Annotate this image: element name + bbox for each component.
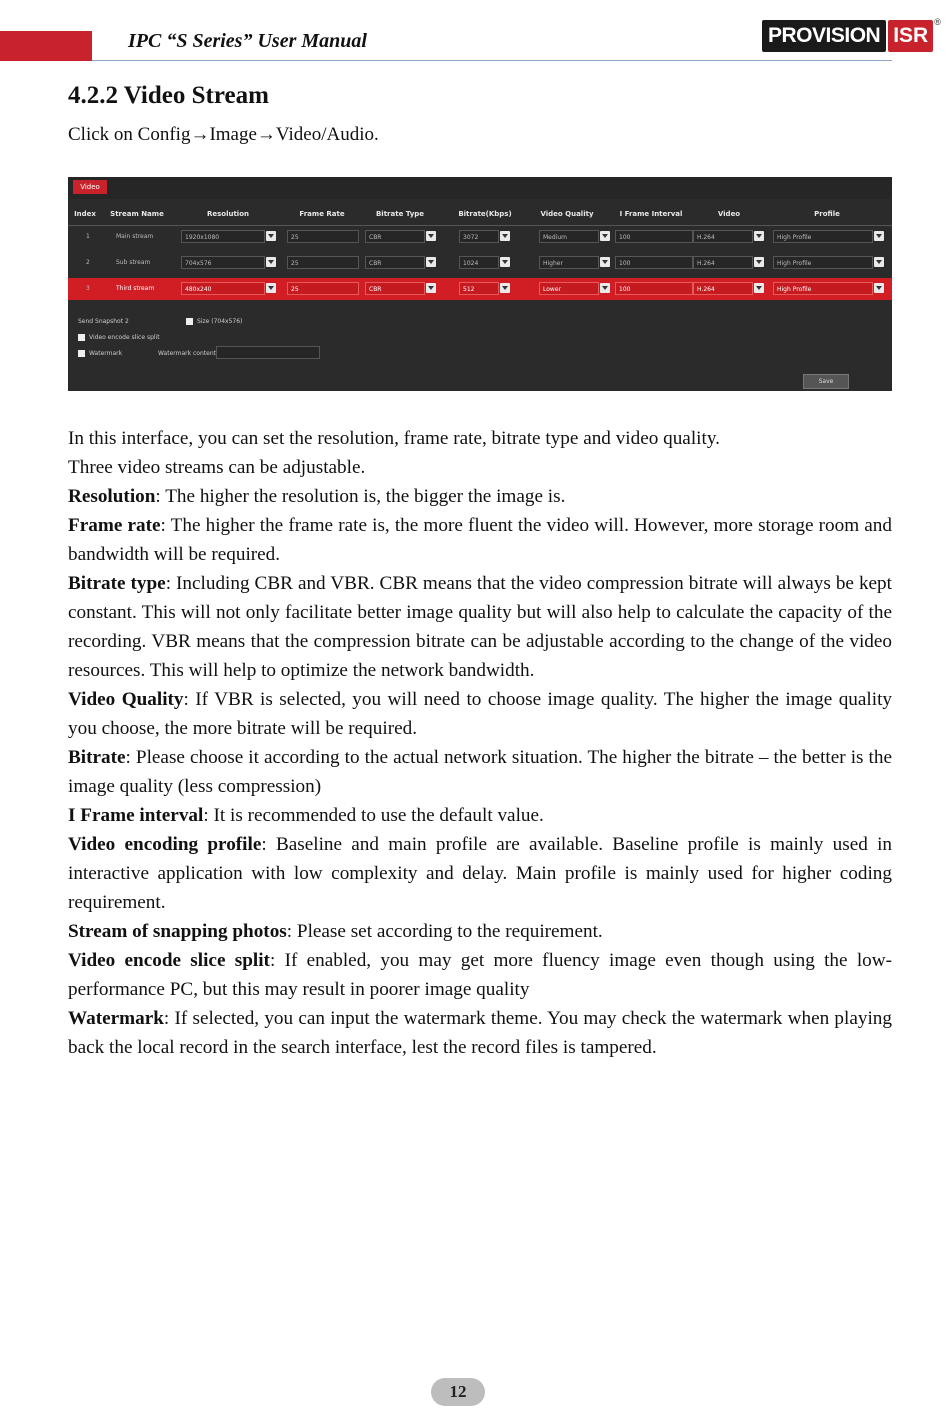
chevron-down-icon[interactable]	[874, 257, 884, 267]
paragraph-text: : The higher the resolution is, the bigger the image is.	[155, 486, 566, 507]
column-header: I Frame Interval	[619, 210, 683, 218]
paragraph-text: : Baseline and main profile are available. Baseline profile is mainly used in interactive application with low complexity and delay. Main profile is mainly used for higher coding requirement.	[68, 834, 892, 913]
chevron-down-icon[interactable]	[426, 257, 436, 267]
header-red-bar	[0, 31, 92, 61]
chevron-down-icon[interactable]	[500, 257, 510, 267]
paragraph	[68, 424, 892, 453]
video-field[interactable]: H.264	[693, 282, 753, 295]
term-label: Resolution	[68, 486, 156, 507]
manual-title: IPC “S Series” User Manual	[128, 30, 367, 52]
iframe-field[interactable]: 100	[615, 282, 693, 295]
resolution-field[interactable]: 480x240	[181, 282, 265, 295]
resolution-field[interactable]: 704x576	[181, 256, 265, 269]
section-title: 4.2.2 Video Stream	[68, 82, 269, 109]
logo-accent: ISR	[888, 20, 933, 52]
chevron-down-icon[interactable]	[874, 283, 884, 293]
quality-field[interactable]: Lower	[539, 282, 599, 295]
paragraph	[68, 1004, 892, 1062]
tab-video[interactable]: Video	[73, 180, 107, 194]
column-header: Video Quality	[540, 210, 594, 218]
stream-index: 3	[86, 285, 90, 292]
column-header: Video	[717, 210, 741, 218]
column-header: Bitrate(Kbps)	[458, 210, 512, 218]
quality-field[interactable]: Higher	[539, 256, 599, 269]
term-label: Bitrate type	[68, 573, 166, 594]
stream-index: 1	[86, 233, 90, 240]
paragraph	[68, 569, 892, 685]
term-label: I Frame interval	[68, 805, 204, 826]
paragraph-text: : Please choose it according to the actual network situation. The higher the bitrate – the better is the image quality (less compression)	[68, 747, 892, 797]
term-label: Video Quality	[68, 689, 184, 710]
paragraph-text: : If VBR is selected, you will need to choose image quality. The higher the image quality you choose, the more bitrate will be required.	[68, 689, 892, 739]
chevron-down-icon[interactable]	[600, 231, 610, 241]
paragraph-text: : The higher the frame rate is, the more fluent the video will. However, more storage room and bandwidth will be required.	[68, 515, 892, 565]
page-number: 12	[431, 1378, 485, 1406]
term-label: Video encoding profile	[68, 834, 262, 855]
chevron-down-icon[interactable]	[600, 257, 610, 267]
paragraph-text: : Including CBR and VBR. CBR means that the video compression bitrate will always be kept constant. This will not only facilitate better image quality but will also help to calculate the capacity of the recording. VBR means that the compression bitrate can be adjustable according to the change of the video resources. This will help to optimize the network bandwidth.	[68, 573, 892, 681]
paragraph-text: : If enabled, you may get more fluency image even though using the low-performance PC, but this may result in poorer image quality	[68, 950, 892, 1000]
term-label: Bitrate	[68, 747, 126, 768]
header-rule	[92, 60, 892, 61]
chevron-down-icon[interactable]	[266, 231, 276, 241]
slice-split-label: Video encode slice split	[89, 334, 160, 341]
paragraph	[68, 830, 892, 917]
paragraph	[68, 482, 892, 511]
watermark-checkbox[interactable]	[78, 350, 85, 357]
iframe-field[interactable]: 100	[615, 256, 693, 269]
slice-split-checkbox[interactable]	[78, 334, 85, 341]
video-field[interactable]: H.264	[693, 230, 753, 243]
bitrate-field[interactable]: 512	[459, 282, 499, 295]
column-header: Index	[74, 210, 96, 218]
chevron-down-icon[interactable]	[874, 231, 884, 241]
bitrate-type-field[interactable]: CBR	[365, 256, 425, 269]
provision-isr-logo	[762, 17, 941, 55]
stream-name: Third stream	[116, 285, 155, 292]
watermark-content-input[interactable]	[216, 346, 320, 359]
logo-registered-mark: ®	[934, 17, 941, 27]
chevron-down-icon[interactable]	[600, 283, 610, 293]
term-label: Frame rate	[68, 515, 161, 536]
stream-index: 2	[86, 259, 90, 266]
chevron-down-icon[interactable]	[500, 283, 510, 293]
frame-rate-field[interactable]: 25	[287, 256, 359, 269]
bitrate-field[interactable]: 1024	[459, 256, 499, 269]
profile-field[interactable]: High Profile	[773, 282, 873, 295]
save-button[interactable]: Save	[803, 374, 849, 389]
chevron-down-icon[interactable]	[500, 231, 510, 241]
paragraph	[68, 511, 892, 569]
profile-field[interactable]: High Profile	[773, 230, 873, 243]
paragraph	[68, 917, 892, 946]
paragraph-text: : It is recommended to use the default value.	[203, 805, 544, 826]
watermark-content-label: Watermark content	[158, 350, 216, 357]
profile-field[interactable]: High Profile	[773, 256, 873, 269]
column-header: Frame Rate	[299, 210, 345, 218]
paragraph-text: : If selected, you can input the watermark theme. You may check the watermark when playing back the local record in the search interface, lest the record files is tampered.	[68, 1008, 892, 1058]
paragraph-text: In this interface, you can set the resolution, frame rate, bitrate type and video quality.	[68, 428, 720, 449]
frame-rate-field[interactable]: 25	[287, 282, 359, 295]
paragraph-text: Three video streams can be adjustable.	[68, 457, 366, 478]
bitrate-type-field[interactable]: CBR	[365, 230, 425, 243]
paragraph	[68, 685, 892, 743]
chevron-down-icon[interactable]	[426, 283, 436, 293]
term-label: Stream of snapping photos	[68, 921, 287, 942]
stream-name: Sub stream	[116, 259, 151, 266]
navigation-path: Click on Config→Image→Video/Audio.	[68, 124, 379, 145]
paragraph	[68, 801, 892, 830]
frame-rate-field[interactable]: 25	[287, 230, 359, 243]
logo-text: PROVISION	[762, 20, 886, 52]
iframe-field[interactable]: 100	[615, 230, 693, 243]
term-label: Watermark	[68, 1008, 164, 1029]
quality-field[interactable]: Medium	[539, 230, 599, 243]
column-header: Resolution	[206, 210, 250, 218]
paragraph	[68, 453, 892, 482]
stream-name: Main stream	[116, 233, 154, 240]
paragraph-text: : Please set according to the requirement.	[286, 921, 603, 942]
tab-bar	[68, 177, 892, 199]
chevron-down-icon[interactable]	[754, 283, 764, 293]
chevron-down-icon[interactable]	[754, 257, 764, 267]
snapshot-label: Send Snapshot 2	[78, 318, 129, 325]
term-label: Video encode slice split	[68, 950, 270, 971]
stream-row[interactable]	[68, 252, 892, 274]
paragraph	[68, 743, 892, 801]
video-field[interactable]: H.264	[693, 256, 753, 269]
stream-row[interactable]	[68, 278, 892, 300]
watermark-label: Watermark	[89, 350, 123, 357]
paragraph	[68, 946, 892, 1004]
stream-row[interactable]	[68, 226, 892, 248]
resolution-field[interactable]: 1920x1080	[181, 230, 265, 243]
column-header: Bitrate Type	[375, 210, 425, 218]
snapshot-size-label: Size (704x576)	[197, 318, 243, 325]
chevron-down-icon[interactable]	[754, 231, 764, 241]
chevron-down-icon[interactable]	[266, 257, 276, 267]
video-settings-screenshot	[68, 177, 892, 391]
bitrate-type-field[interactable]: CBR	[365, 282, 425, 295]
chevron-down-icon[interactable]	[266, 283, 276, 293]
snapshot-size-checkbox[interactable]	[186, 318, 193, 325]
chevron-down-icon[interactable]	[426, 231, 436, 241]
column-header: Profile	[814, 210, 840, 218]
bitrate-field[interactable]: 3072	[459, 230, 499, 243]
column-header: Stream Name	[110, 210, 164, 218]
body-text	[68, 424, 892, 1062]
